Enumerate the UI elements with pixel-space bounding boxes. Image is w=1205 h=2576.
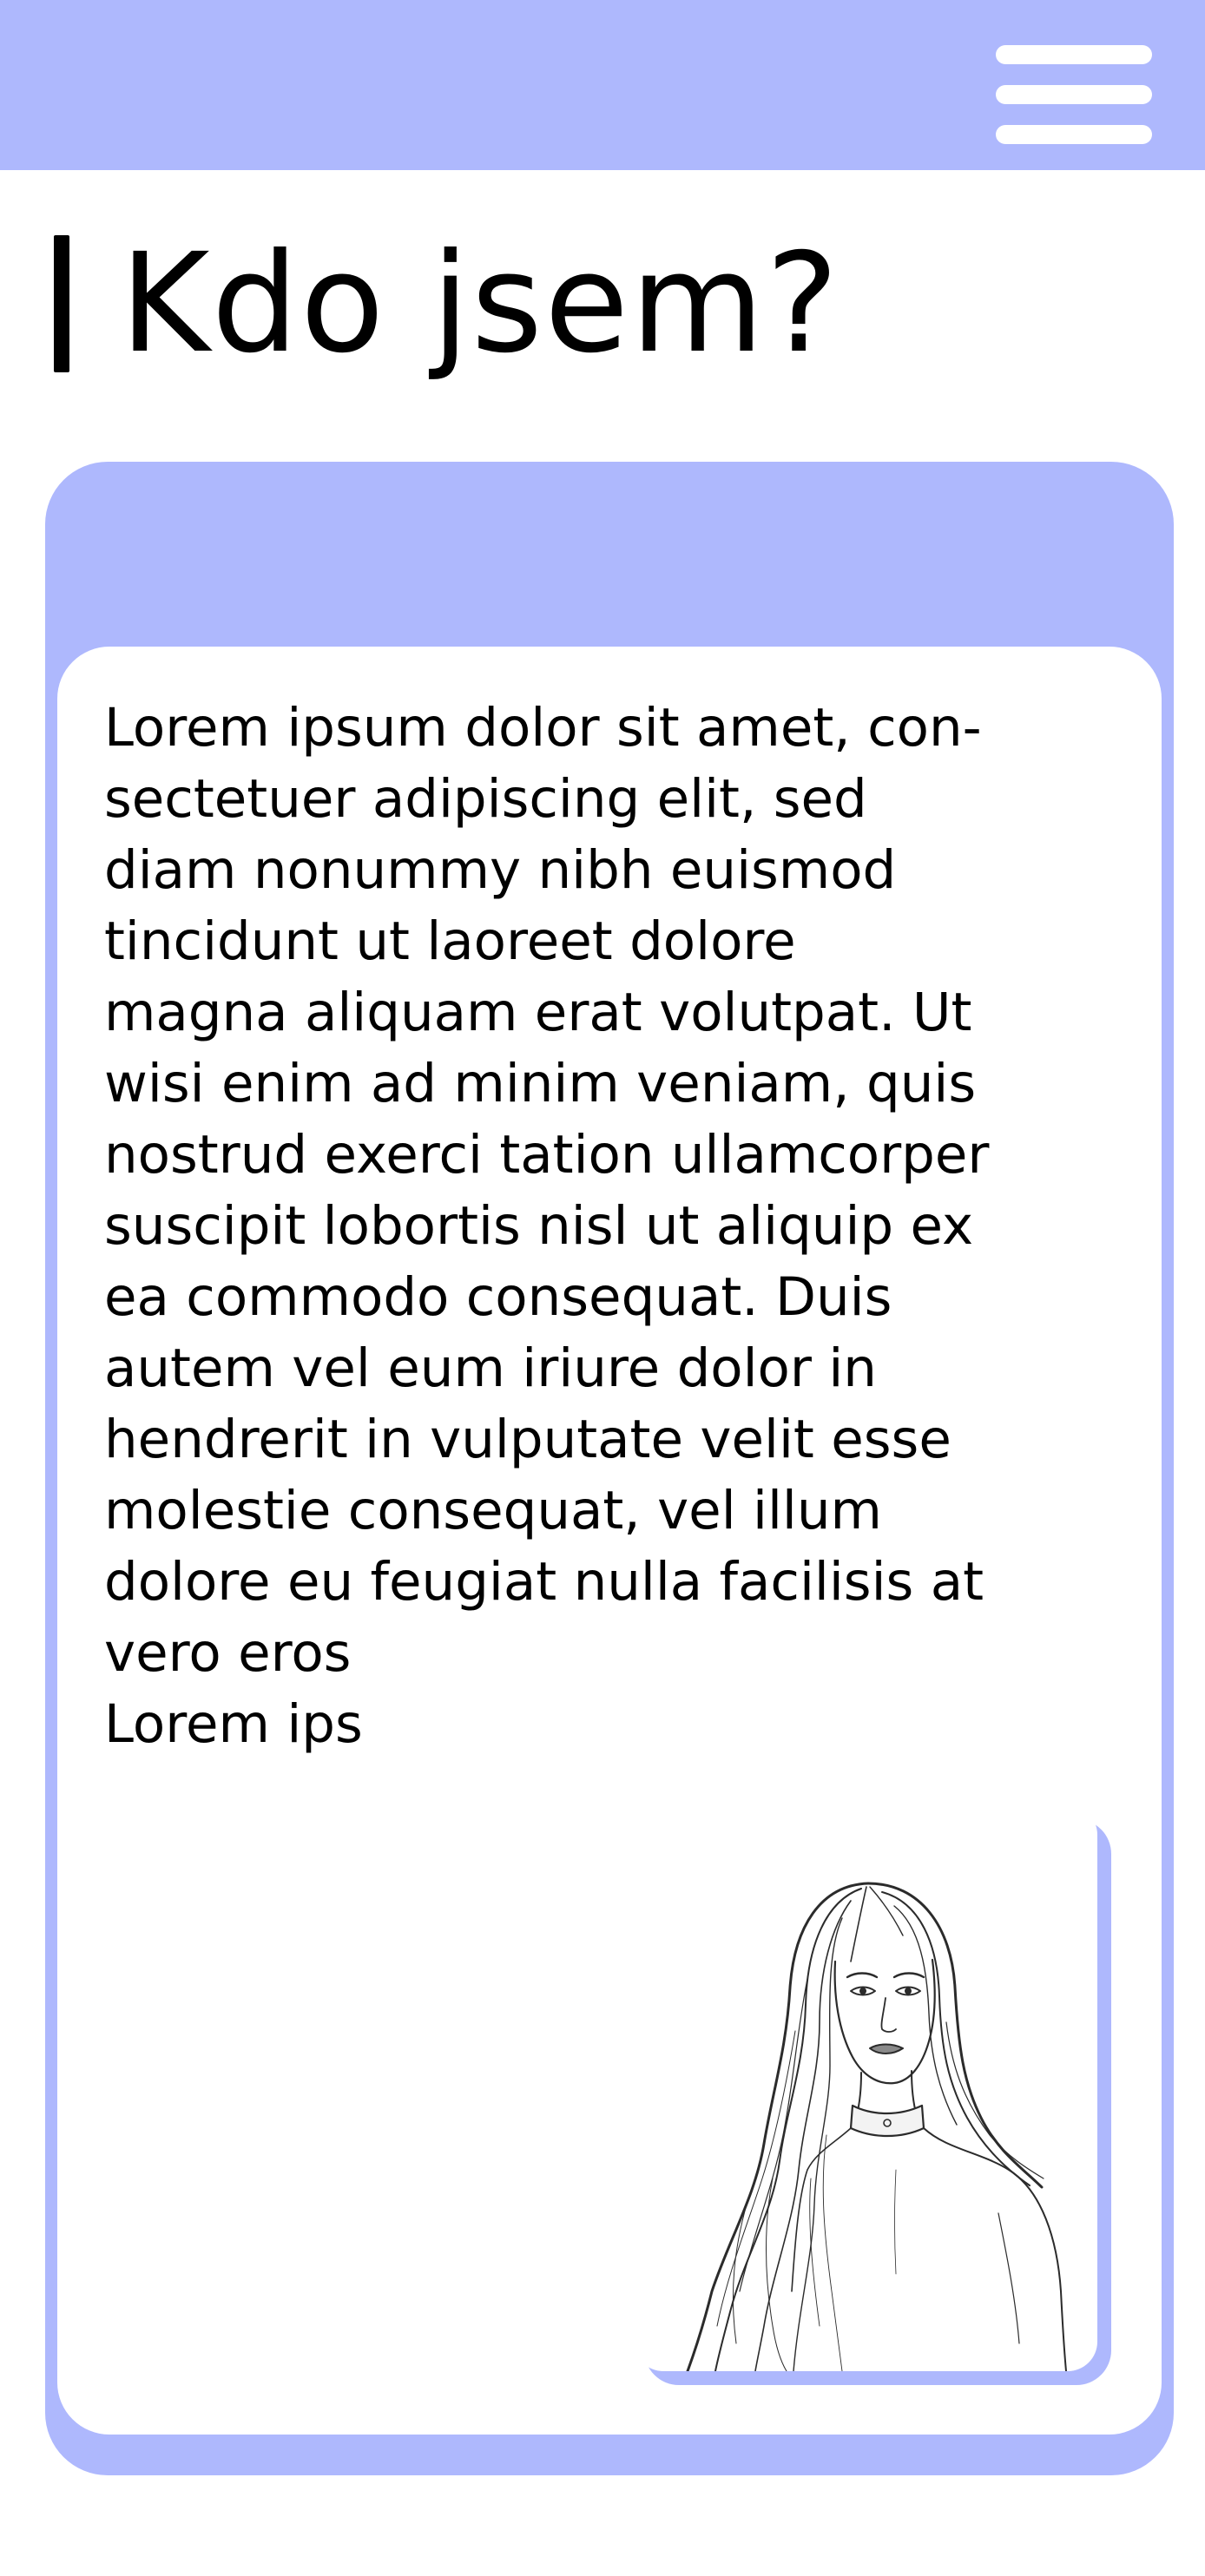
about-text-line: Lorem ipsum dolor sit amet, con- [104,697,982,759]
about-text-line: wisi enim ad minim veniam, quis [104,1053,977,1114]
about-text [104,693,1111,1760]
top-bar [0,0,1205,170]
about-text-line: hendrerit in vulputate velit esse [104,1409,951,1470]
menu-bar-line [996,45,1152,64]
title-accent-bar [54,235,69,372]
page-title [54,217,840,391]
about-text-line: dolore eu feugiat nulla facilisis at [104,1551,984,1613]
portrait-card [634,1805,1097,2371]
page-title-text: Kdo jsem? [120,224,840,384]
about-text-line: diam nonummy nibh euismod [104,839,897,901]
about-text-line: magna aliquam erat volutpat. Ut [104,982,972,1043]
about-text-line: autem vel eum iriure dolor in [104,1337,877,1399]
about-text-line: vero eros [104,1622,352,1684]
about-text-line: molestie consequat, vel illum [104,1480,882,1541]
about-text-line: nostrud exerci tation ullamcorper [104,1124,990,1186]
menu-bar-line [996,85,1152,104]
about-text-line: suscipit lobortis nisl ut aliquip ex [104,1195,974,1257]
about-text-line: tincidunt ut laoreet dolore [104,910,796,972]
about-text-line: sectetuer adipiscing elit, sed [104,768,867,830]
menu-bar-line [996,125,1152,144]
hamburger-menu-icon[interactable] [992,38,1156,149]
portrait-sketch-icon [634,1805,1097,2371]
about-text-line: Lorem ips [104,1693,363,1755]
about-text-line: ea commodo consequat. Duis [104,1266,892,1328]
